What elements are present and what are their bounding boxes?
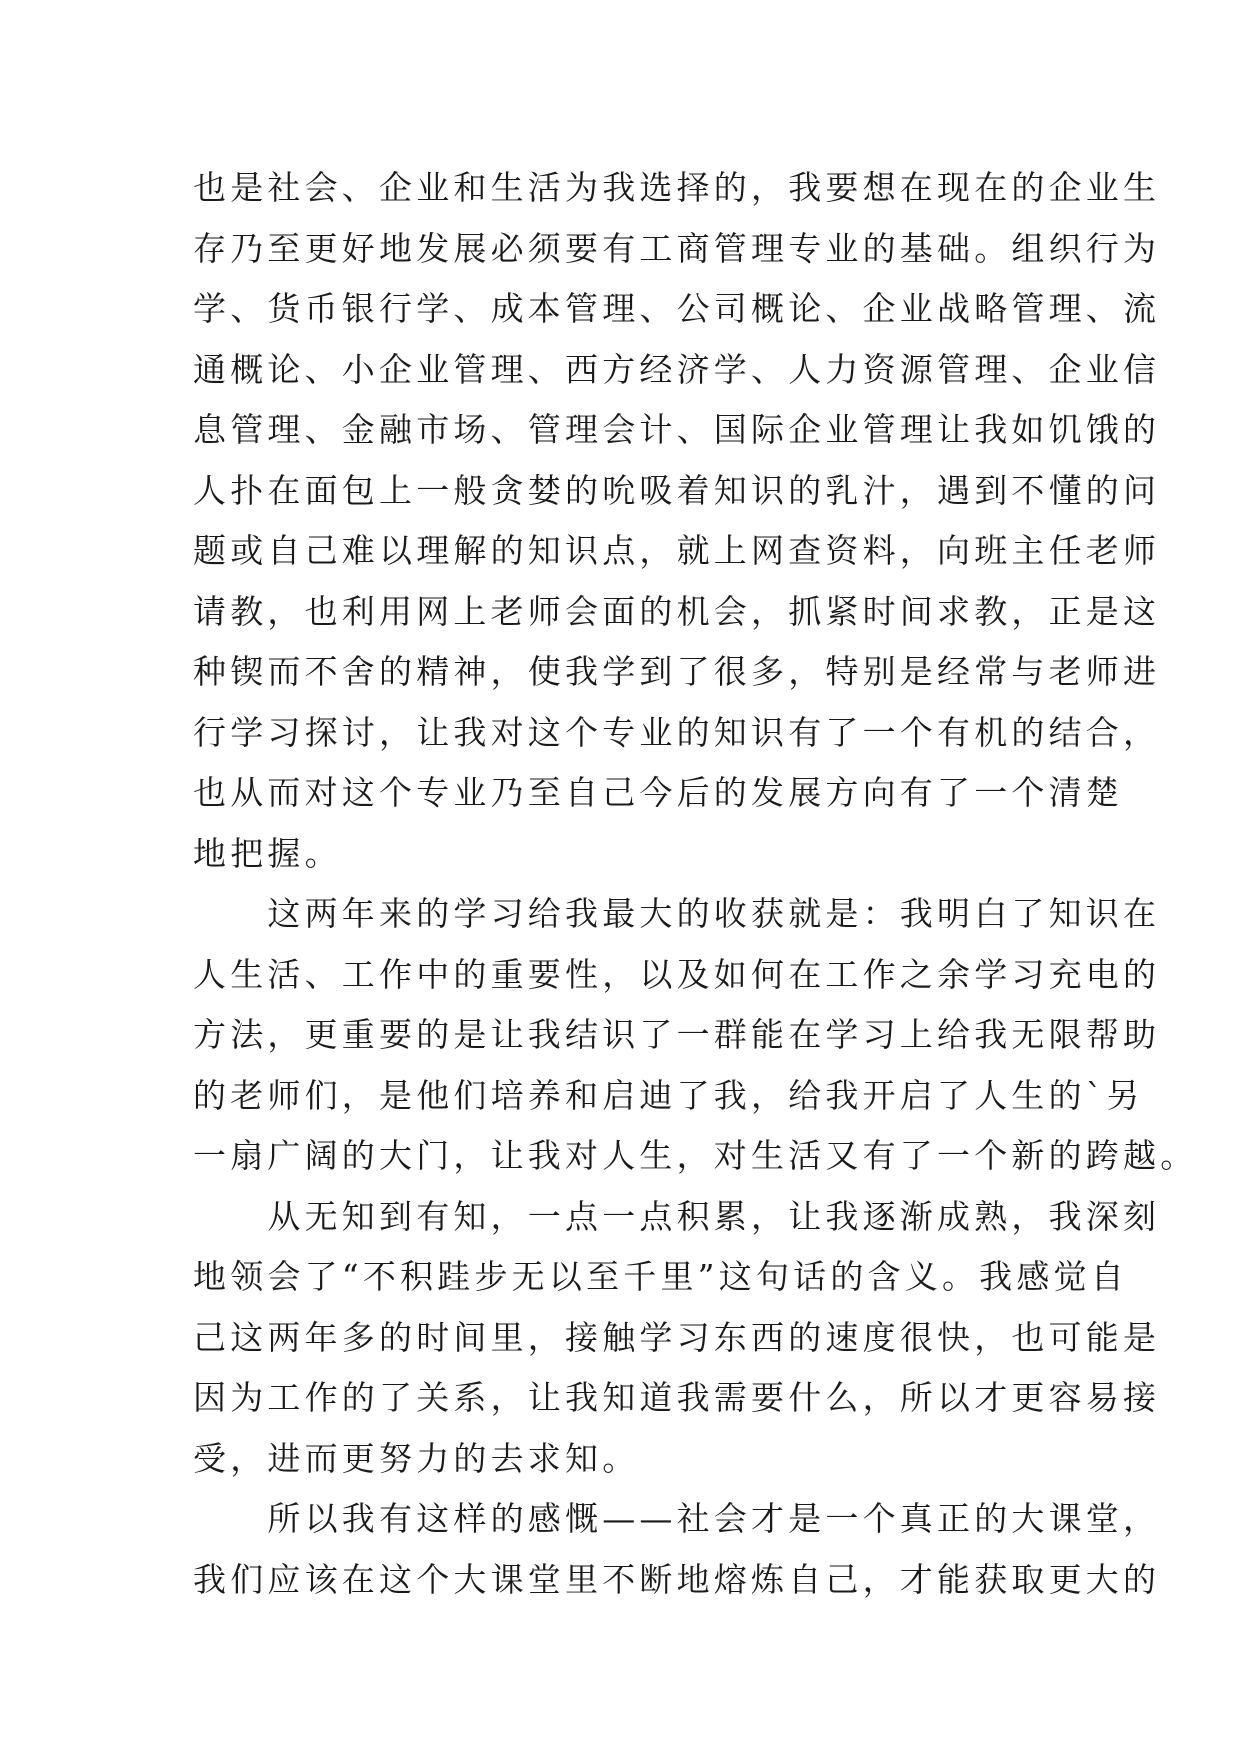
text-line: 息管理、金融市场、管理会计、国际企业管理让我如饥饿的 xyxy=(193,410,1161,449)
text-line: 己这两年多的时间里，接触学习东西的速度很快，也可能是 xyxy=(193,1317,1161,1357)
text-line: 行学习探讨，让我对这个专业的知识有了一个有机的结合， xyxy=(193,712,1161,752)
text-line: 这两年来的学习给我最大的收获就是：我明白了知识在 xyxy=(193,894,1161,933)
text-line: 一扇广阔的大门，让我对人生，对生活又有了一个新的跨越。 xyxy=(193,1136,1198,1175)
text-line: 的老师们，是他们培养和启迪了我，给我开启了人生的`另 xyxy=(193,1075,1144,1115)
text-line: 方法，更重要的是让我结识了一群能在学习上给我无限帮助 xyxy=(193,1015,1161,1054)
text-line: 地领会了“不积跬步无以至千里”这句话的含义。我感觉自 xyxy=(193,1257,1128,1296)
body-text xyxy=(193,158,1198,1610)
text-line: 通概论、小企业管理、西方经济学、人力资源管理、企业信 xyxy=(193,349,1161,389)
text-line: 请教，也利用网上老师会面的机会，抓紧时间求教，正是这 xyxy=(193,591,1161,631)
text-line: 从无知到有知，一点一点积累，让我逐渐成熟，我深刻 xyxy=(193,1196,1161,1236)
text-line: 也从而对这个专业乃至自己今后的发展方向有了一个清楚 xyxy=(193,773,1123,812)
text-line: 所以我有这样的感慨——社会才是一个真正的大课堂， xyxy=(193,1499,1161,1538)
text-line: 学、货币银行学、成本管理、公司概论、企业战略管理、流 xyxy=(193,289,1161,328)
text-line: 存乃至更好地发展必须要有工商管理专业的基础。组织行为 xyxy=(193,228,1161,268)
text-line: 也是社会、企业和生活为我选择的，我要想在现在的企业生 xyxy=(193,168,1161,207)
text-line: 因为工作的了关系，让我知道我需要什么，所以才更容易接 xyxy=(193,1378,1161,1417)
text-line: 受，进而更努力的去求知。 xyxy=(193,1438,640,1478)
text-line: 地把握。 xyxy=(193,833,342,873)
text-line: 人生活、工作中的重要性，以及如何在工作之余学习充电的 xyxy=(193,954,1161,994)
text-line: 题或自己难以理解的知识点，就上网查资料，向班主任老师 xyxy=(193,531,1161,570)
text-line: 人扑在面包上一般贪婪的吮吸着知识的乳汁，遇到不懂的问 xyxy=(193,470,1161,510)
text-line: 我们应该在这个大课堂里不断地熔炼自己，才能获取更大的 xyxy=(193,1559,1161,1599)
text-line: 种锲而不舍的精神，使我学到了很多，特别是经常与老师进 xyxy=(193,652,1161,691)
